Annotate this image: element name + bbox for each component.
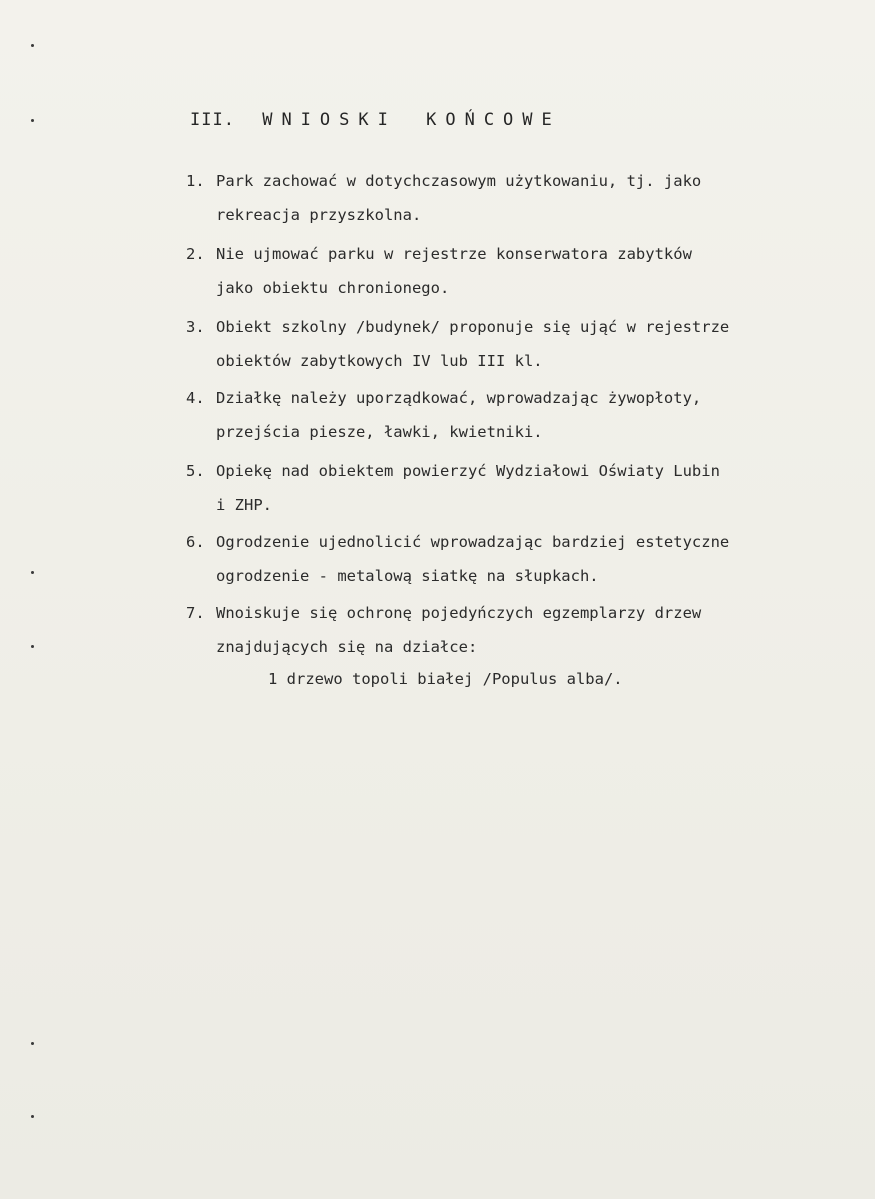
item-line: Wnoiskuje się ochronę pojedyńczych egzemplarzy drzew — [216, 604, 702, 622]
section-number: III. — [190, 110, 235, 130]
section-heading — [190, 110, 561, 130]
list-item-3 — [186, 310, 826, 378]
item-line: obiektów zabytkowych IV lub III kl. — [216, 352, 543, 370]
margin-mark — [31, 571, 34, 574]
list-item-7 — [186, 596, 826, 664]
list-item-6 — [186, 525, 826, 593]
item-number: 4. — [186, 389, 205, 407]
item-number: 1. — [186, 172, 205, 190]
list-item-5 — [186, 454, 826, 522]
item-line: Działkę należy uporządkować, wprowadzając żywopłoty, — [216, 389, 702, 407]
margin-mark — [31, 645, 34, 648]
item-line: Opiekę nad obiektem powierzyć Wydziałowi Oświaty Lubin — [216, 462, 720, 480]
heading-word-1: WNIOSKI — [262, 110, 397, 130]
item-number: 5. — [186, 462, 205, 480]
list-item-4 — [186, 381, 826, 449]
item-line: znajdujących się na działce: — [216, 638, 478, 656]
heading-word-2: KOŃCOWE — [426, 110, 561, 130]
item-number: 2. — [186, 245, 205, 263]
item-line: ogrodzenie - metalową siatkę na słupkach. — [216, 567, 599, 585]
item-number: 3. — [186, 318, 205, 336]
item-line: Park zachować w dotychczasowym użytkowaniu, tj. jako — [216, 172, 702, 190]
list-item-1 — [186, 164, 826, 232]
margin-mark — [31, 1115, 34, 1118]
item-line: przejścia piesze, ławki, kwietniki. — [216, 423, 543, 441]
tree-list-entry: 1 drzewo topoli białej /Populus alba/. — [268, 670, 623, 688]
item-line: Nie ujmować parku w rejestrze konserwatora zabytków — [216, 245, 692, 263]
margin-mark — [31, 44, 34, 47]
item-line: i ZHP. — [216, 496, 272, 514]
item-line: jako obiektu chronionego. — [216, 279, 450, 297]
item-line: Obiekt szkolny /budynek/ proponuje się ująć w rejestrze — [216, 318, 730, 336]
margin-mark — [31, 1042, 34, 1045]
margin-mark — [31, 119, 34, 122]
item-line: rekreacja przyszkolna. — [216, 206, 422, 224]
item-number: 7. — [186, 604, 205, 622]
list-item-2 — [186, 237, 826, 305]
item-line: Ogrodzenie ujednolicić wprowadzając bardziej estetyczne — [216, 533, 730, 551]
item-number: 6. — [186, 533, 205, 551]
